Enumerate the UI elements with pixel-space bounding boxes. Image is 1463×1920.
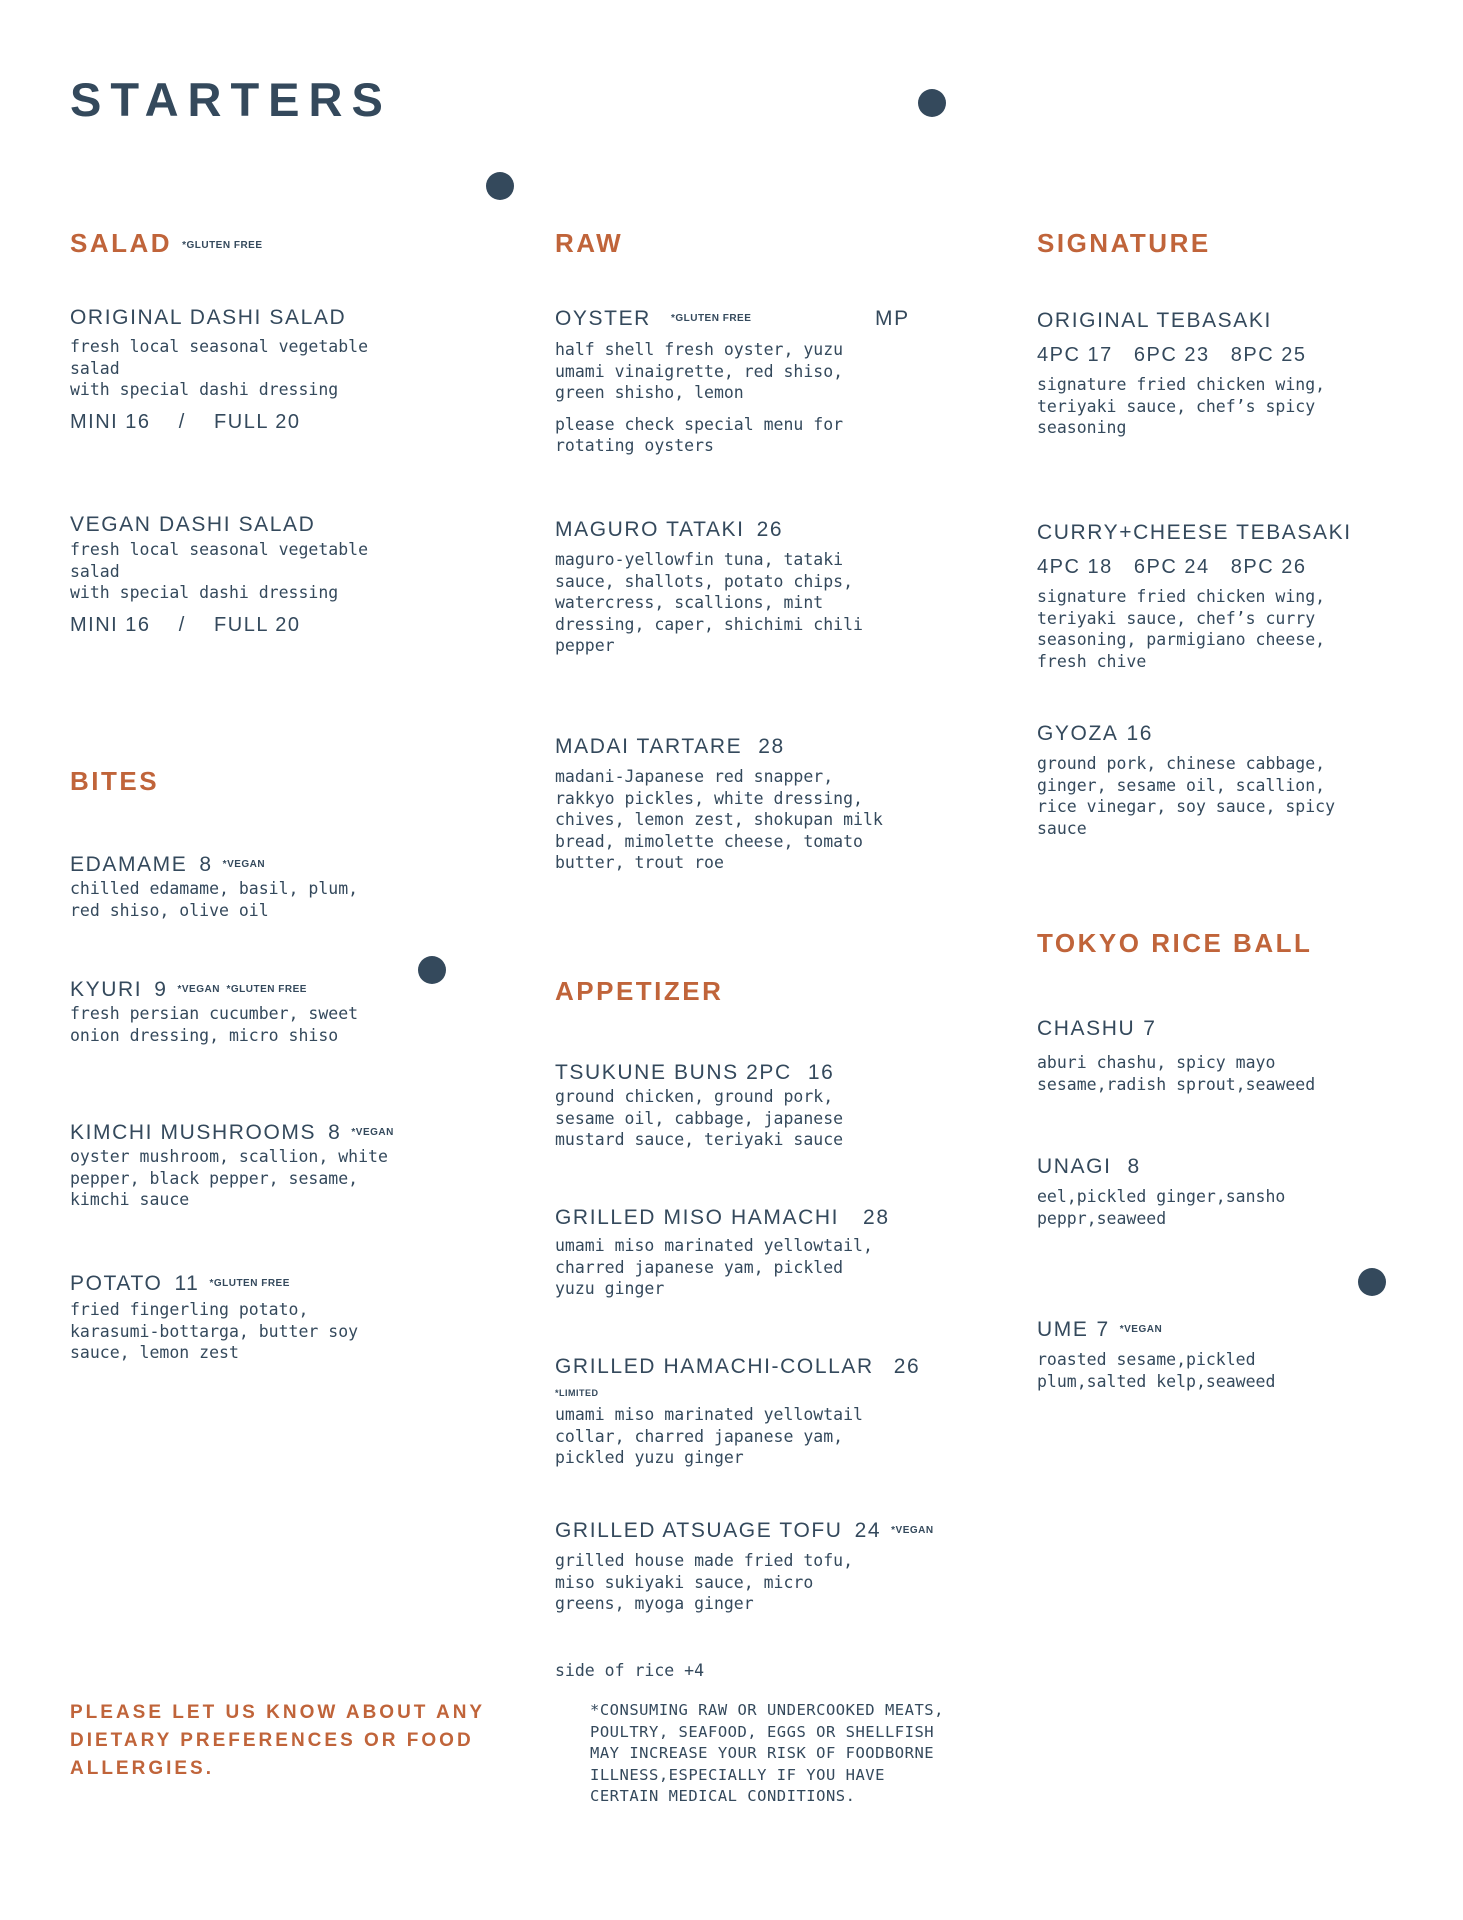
item-description: madani-Japanese red snapper, rakkyo pickles, white dressing, chives, lemon zest, shokupan milk bread, mimolette cheese, tomato butter, trout roe [555, 767, 883, 872]
section-title-text: SALAD [70, 228, 173, 258]
item-name: EDAMAME [70, 853, 188, 876]
section-salad-title [70, 228, 263, 259]
menu-item-original-tebasaki [1037, 308, 1325, 439]
item-name: VEGAN DASHI SALAD [70, 513, 316, 536]
section-appetizer-title: APPETIZER [555, 976, 724, 1006]
menu-item-kyuri [70, 977, 358, 1046]
menu-item-madai-tartare [555, 734, 883, 874]
item-price: 26 [893, 1355, 921, 1378]
item-description: aburi chashu, spicy mayo sesame,radish sprout,seaweed [1037, 1053, 1316, 1094]
menu-item-edamame [70, 852, 358, 921]
item-description: fried fingerling potato, karasumi-bottarga, butter soy sauce, lemon zest [70, 1300, 359, 1363]
item-name: KYURI [70, 978, 143, 1001]
item-price: 9 [154, 978, 168, 1001]
menu-item-ume [1037, 1317, 1275, 1392]
item-name: CURRY+CHEESE TEBASAKI [1037, 521, 1352, 544]
menu-item-unagi [1037, 1154, 1285, 1229]
decorative-dot [418, 956, 446, 984]
vegan-note: *VEGAN [351, 1127, 394, 1139]
menu-item-maguro-tataki [555, 517, 863, 657]
menu-item-kimchi-mushrooms [70, 1120, 394, 1211]
item-price: 11 [174, 1272, 200, 1295]
page-title: STARTERS [70, 73, 392, 126]
item-description: chilled edamame, basil, plum, red shiso, olive oil [70, 879, 359, 920]
item-description: half shell fresh oyster, yuzu umami vinaigrette, red shiso, green shisho, lemon [555, 340, 844, 403]
decorative-dot [918, 89, 946, 117]
menu-item-curry-cheese-tebasaki [1037, 520, 1352, 672]
item-description: signature fried chicken wing, teriyaki sauce, chef’s spicy seasoning [1037, 375, 1326, 437]
item-price: 16 [1126, 722, 1154, 745]
menu-item-tsukune-buns [555, 1060, 843, 1151]
vegan-note: *VEGAN [891, 1525, 934, 1537]
menu-item-gyoza [1037, 721, 1335, 839]
vegan-note: *VEGAN [1119, 1324, 1163, 1336]
item-description: ground chicken, ground pork, sesame oil, cabbage, japanese mustard sauce, teriyaki sauce [555, 1087, 844, 1149]
item-price: 28 [863, 1206, 890, 1229]
menu-item-chashu [1037, 1016, 1315, 1095]
item-name: CHASHU [1037, 1017, 1136, 1040]
section-bites-title: BITES [70, 766, 160, 796]
item-name: UME [1037, 1318, 1089, 1341]
item-price: 8 [1127, 1155, 1141, 1178]
item-price: 8 [328, 1121, 342, 1144]
item-name: TSUKUNE BUNS 2PC [555, 1061, 792, 1084]
decorative-dot [1358, 1268, 1386, 1296]
item-name: ORIGINAL TEBASAKI [1037, 309, 1272, 332]
item-description: fresh persian cucumber, sweet onion dressing, micro shiso [70, 1004, 359, 1045]
item-name: GRILLED HAMACHI-COLLAR [555, 1355, 874, 1378]
vegan-note: *VEGAN [222, 859, 266, 871]
raw-food-warning: *CONSUMING RAW OR UNDERCOOKED MEATS, POULTRY, SEAFOOD, EGGS OR SHELLFISH MAY INCREASE YOUR RISK OF FOODBORNE ILLNESS,ESPECIALLY IF YOU HAVE CERTAIN MEDICAL CONDITIONS. [590, 1701, 944, 1805]
item-description: roasted sesame,pickled plum,salted kelp,seaweed [1037, 1350, 1276, 1391]
gluten-free-note: *GLUTEN FREE [182, 239, 263, 251]
gluten-free-note: *GLUTEN FREE [209, 1278, 290, 1290]
decorative-dot [486, 172, 514, 200]
item-name: KIMCHI MUSHROOMS [70, 1121, 317, 1144]
item-price: 7 [1143, 1017, 1157, 1040]
section-raw-title: RAW [555, 228, 624, 258]
item-name: POTATO [70, 1272, 163, 1295]
menu-item-potato [70, 1271, 358, 1364]
item-description: ground pork, chinese cabbage, ginger, sesame oil, scallion, rice vinegar, soy sauce, spicy sauce [1037, 754, 1336, 838]
item-description: eel,pickled ginger,sansho peppr,seaweed [1037, 1187, 1286, 1228]
item-name: MAGURO TATAKI [555, 518, 745, 541]
item-description: fresh local seasonal vegetable salad with special dashi dressing [70, 337, 369, 399]
menu-item-grilled-miso-hamachi [555, 1205, 890, 1300]
item-price: 24 [854, 1519, 882, 1542]
item-name: ORIGINAL DASHI SALAD [70, 306, 347, 329]
item-description: fresh local seasonal vegetable salad with special dashi dressing [70, 540, 369, 602]
item-price: 8 [199, 853, 213, 876]
item-description: maguro-yellowfin tuna, tataki sauce, shallots, potato chips, watercress, scallions, mint dressing, caper, shichimi chili pepper [555, 550, 863, 655]
item-price: 7 [1096, 1318, 1110, 1341]
item-name: GRILLED MISO HAMACHI [555, 1206, 840, 1229]
menu-item-grilled-hamachi-collar [555, 1354, 920, 1469]
item-price: 4PC 17 6PC 23 8PC 25 [1037, 344, 1307, 366]
item-name: GYOZA [1037, 722, 1119, 745]
item-extra-note: please check special menu for rotating oysters [555, 414, 844, 456]
item-name: OYSTER [555, 307, 651, 330]
item-price: MINI 16 / FULL 20 [70, 410, 301, 433]
item-name: UNAGI [1037, 1155, 1112, 1178]
item-price: 4PC 18 6PC 24 8PC 26 [1037, 556, 1307, 578]
item-description: signature fried chicken wing, teriyaki sauce, chef’s curry seasoning, parmigiano cheese, fresh chive [1037, 587, 1326, 671]
item-price: 16 [807, 1061, 835, 1084]
menu-item-vegan-dashi-salad [70, 512, 368, 638]
item-price: MINI 16 / FULL 20 [70, 613, 301, 636]
section-tokyo-rice-ball-title: TOKYO RICE BALL [1037, 928, 1313, 958]
item-price: 26 [756, 518, 784, 541]
side-of-rice-note: side of rice +4 [555, 1661, 705, 1680]
menu-item-grilled-atsuage-tofu [555, 1518, 934, 1615]
limited-note: *LIMITED [555, 1388, 599, 1398]
item-name: MADAI TARTARE [555, 735, 743, 758]
gluten-free-note: *GLUTEN FREE [670, 313, 752, 325]
item-price: MP [875, 307, 910, 330]
item-description: umami miso marinated yellowtail collar, charred japanese yam, pickled yuzu ginger [555, 1405, 863, 1467]
menu-item-oyster [555, 306, 915, 457]
menu-item-original-dashi-salad [70, 305, 368, 435]
allergy-notice: PLEASE LET US KNOW ABOUT ANY DIETARY PREFERENCES OR FOOD ALLERGIES. [70, 1702, 485, 1779]
item-description: oyster mushroom, scallion, white pepper, black pepper, sesame, kimchi sauce [70, 1147, 388, 1210]
item-name: GRILLED ATSUAGE TOFU [555, 1519, 843, 1542]
item-price: 28 [758, 735, 785, 758]
item-description: umami miso marinated yellowtail, charred japanese yam, pickled yuzu ginger [555, 1236, 873, 1298]
item-description: grilled house made fried tofu, miso sukiyaki sauce, micro greens, myoga ginger [555, 1551, 854, 1614]
dietary-note: *VEGAN *GLUTEN FREE [177, 984, 307, 996]
section-signature-title: SIGNATURE [1037, 228, 1211, 258]
